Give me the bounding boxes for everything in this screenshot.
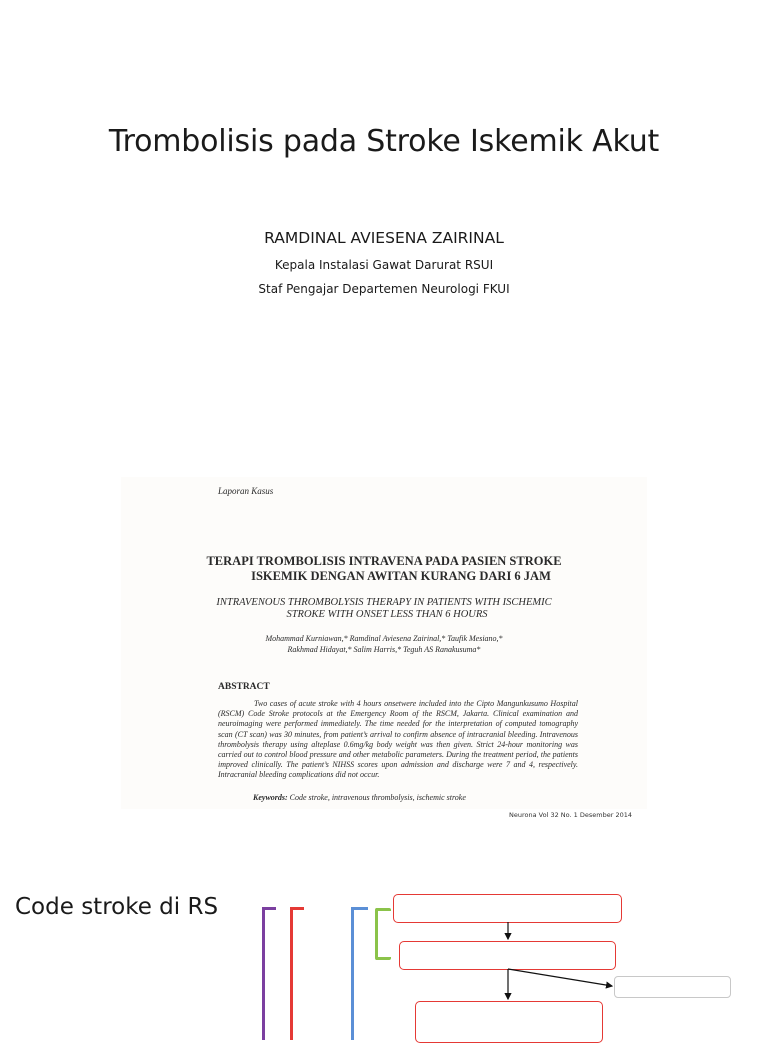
code-stroke-title: Code stroke di RS	[15, 894, 219, 920]
affiliation-line-2: Staf Pengajar Departemen Neurologi FKUI	[258, 282, 510, 296]
article-subtitle-line-1: INTRAVENOUS THROMBOLYSIS THERAPY IN PATIENTS WITH ISCHEMIC	[216, 597, 552, 608]
article-title-line-1: TERAPI TROMBOLISIS INTRAVENA PADA PASIEN STROKE	[206, 554, 562, 568]
abstract-heading: ABSTRACT	[218, 682, 270, 692]
article-authors-line-1: Mohammad Kurniawan,* Ramdinal Aviesena Zairinal,* Taufik Mesiano,*	[265, 634, 503, 643]
article-subtitle-line-2: STROKE WITH ONSET LESS THAN 6 HOURS	[286, 609, 488, 620]
keywords-label: Keywords:	[253, 793, 288, 802]
arrow-box2-to-side	[508, 969, 612, 986]
article-title-line-2: ISKEMIK DENGAN AWITAN KURANG DARI 6 JAM	[251, 569, 551, 583]
slide-title: Trombolisis pada Stroke Iskemik Akut	[108, 124, 660, 159]
journal-citation: Neurona Vol 32 No. 1 Desember 2014	[509, 811, 632, 819]
article-authors-line-2: Rakhmad Hidayat,* Salim Harris,* Teguh AS Ranakusuma*	[287, 645, 481, 654]
affiliation-line-1: Kepala Instalasi Gawat Darurat RSUI	[274, 258, 494, 272]
abstract-text: Two cases of acute stroke with 4 hours onsetwere included into the Cipto Mangunkusumo Hospital (RSCM) Code Stroke protocols at the Emergency Room of the RSCM, Jakarta. Clinical examination and neuroimaging were performed immediately. The time needed for the interpretation of computed tomography scan (CT scan) was 30 minutes, from patient’s arrival to confirm absence of intracranial bleeding. Intravenous thrombolysis therapy using alteplase 0.6mg/kg body weight was then given. Strict 24-hour monitoring was carried out to control blood pressure and other metabolic parameters. During the treatment period, the patients improved clinically. The patient’s NIHSS scores upon admission and discharge were 7 and 4, respectively. Intracranial bleeding complications did not occur.	[218, 699, 578, 780]
author-name: RAMDINAL AVIESENA ZAIRINAL	[264, 229, 504, 247]
article-type: Laporan Kasus	[218, 486, 274, 496]
keywords-text: Code stroke, intravenous thrombolysis, ischemic stroke	[289, 793, 466, 802]
